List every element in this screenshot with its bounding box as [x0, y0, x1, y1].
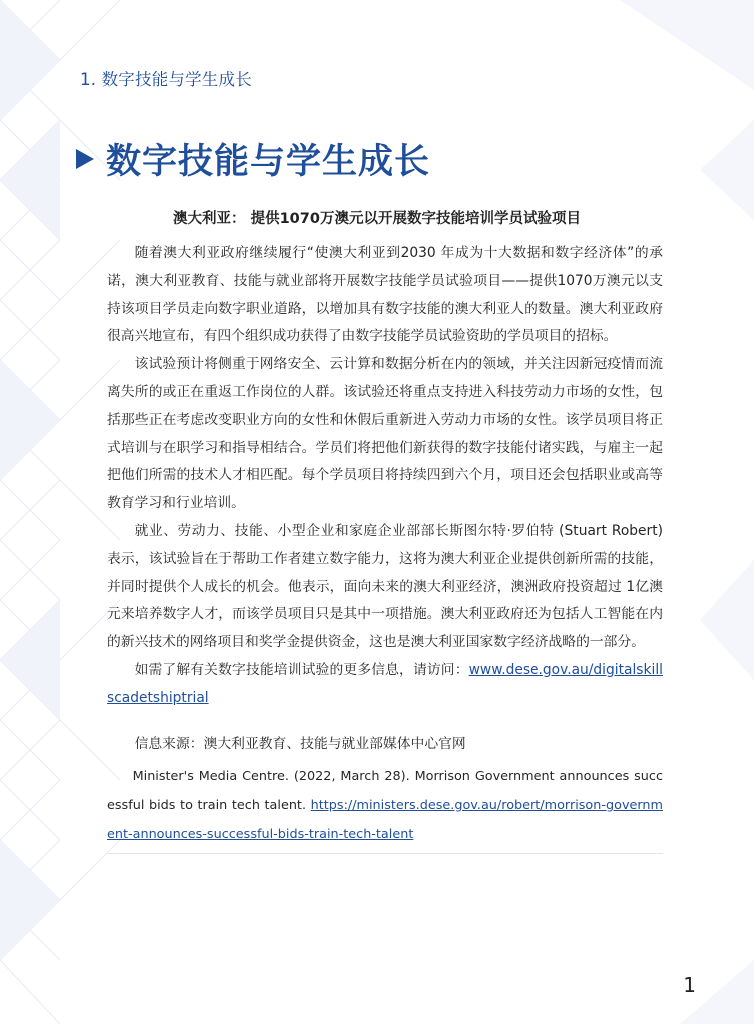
divider [107, 853, 663, 854]
info-link[interactable]: www.dese.gov.au/digitalskillscadetshiptrial [107, 661, 663, 706]
page-title: 数字技能与学生成长 [106, 142, 431, 182]
page-number: 1 [683, 973, 696, 997]
article-body [107, 240, 663, 854]
source-citation [107, 762, 663, 849]
info-prefix: 如需了解有关数字技能培训试验的更多信息，请访问： [134, 661, 469, 678]
source-block [107, 731, 663, 855]
citation-text: Minister's Media Centre. (2022, March 28). Morrison Government announces successful bids to train tech talent. [107, 769, 663, 814]
paragraph-3: 就业、劳动力、技能、小型企业和家庭企业部部长斯图尔特·罗伯特 (Stuart Robert) 表示，该试验旨在于帮助工作者建立数字能力，这将为澳大利亚企业提供创新所需的技能，并同时提供个人成长的机会。他表示，面向未来的澳大利亚经济，澳洲政府投资超过 1亿澳元来培养数字人才，而该学员项目只是其中一项措施。澳大利亚政府还为包括人工智能在内的新兴技术的网络项目和奖学金提供资金，这也是澳大利亚国家数字经济战略的一部分。 [107, 522, 663, 651]
source-link[interactable]: https://ministers.dese.gov.au/robert/morrison-government-announces-successful-bids-train-tech-talent [107, 798, 663, 843]
triangle-marker-icon [74, 147, 96, 171]
paragraph-1: 随着澳大利亚政府继续履行“使澳大利亚到2030 年成为十大数据和数字经济体”的承诺，澳大利亚教育、技能与就业部将开展数字技能学员试验项目——提供1070万澳元以支持该项目学员走向数字职业道路，以增加具有数字技能的澳大利亚人的数量。澳大利亚政府很高兴地宣布，有四个组织成功获得了由数字技能学员试验资助的学员项目的招标。 [107, 245, 663, 345]
info-paragraph [107, 657, 663, 713]
section-header: 1. 数字技能与学生成长 [80, 70, 252, 89]
paragraph-2: 该试验预计将侧重于网络安全、云计算和数据分析在内的领域，并关注因新冠疫情而流离失所的或正在重返工作岗位的人群。该试验还将重点支持进入科技劳动力市场的女性，包括那些正在考虑改变职业方向的女性和休假后重新进入劳动力市场的女性。该学员项目将正式培训与在职学习和指导相结合。学员们将把他们新获得的数字技能付诸实践，与雇主一起把他们所需的技术人才相匹配。每个学员项目将持续四到六个月，项目还会包括职业或高等教育学习和行业培训。 [107, 356, 663, 512]
source-label: 信息来源：澳大利亚教育、技能与就业部媒体中心官网 [134, 735, 466, 752]
title-row [74, 134, 430, 184]
article-subtitle: 澳大利亚： 提供1070万澳元以开展数字技能培训学员试验项目 [173, 211, 581, 227]
